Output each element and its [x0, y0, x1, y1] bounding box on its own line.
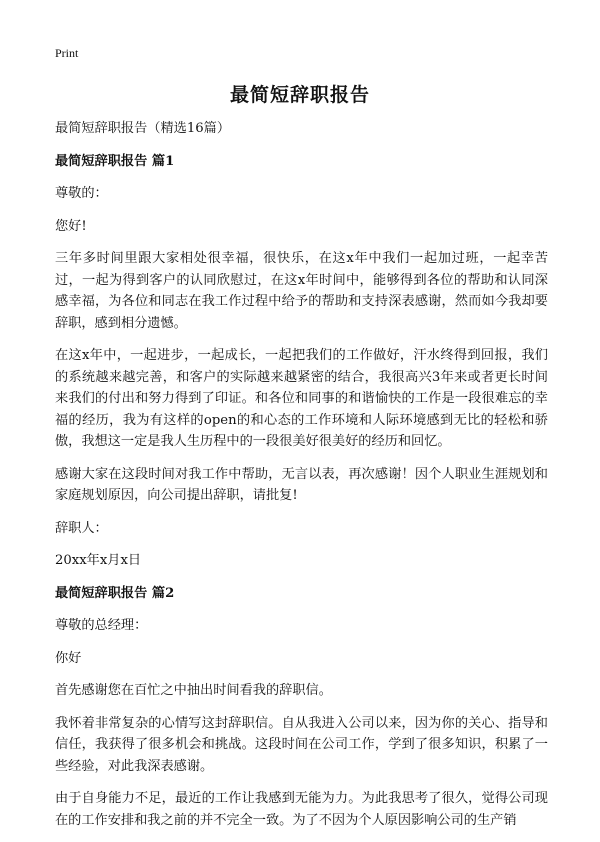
- section-1: [55, 151, 548, 572]
- signature-label: 辞职人：: [55, 520, 108, 536]
- page-title: 最简短辞职报告: [229, 84, 370, 106]
- body-paragraph: 我怀着非常复杂的心情写这封辞职信。自从我进入公司以来，因为你的关心、指导和信任，我获得了很多机会和挑战。这段时间在公司工作，学到了很多知识，积累了一些经验，对此我深表感谢。: [55, 715, 548, 774]
- section-heading: 最简短辞职报告 篇1: [55, 153, 175, 169]
- print-label: Print: [55, 46, 79, 60]
- body-paragraph: 在这x年中，一起进步，一起成长，一起把我们的工作做好，汗水终得到回报，我们的系统越来越完善，和客户的实际越来越紧密的结合，我很高兴3年来或者更长时间来我们的付出和努力得到了印证。和各位和同事的和谐愉快的工作是一段很难忘的幸福的经历，我为有这样的open的和心态的工作环境和人际环境感到无比的轻松和骄傲，我想这一定是我人生历程中的一段很美好很美好的经历和回忆。: [55, 348, 548, 449]
- greeting: 你好: [55, 650, 82, 666]
- document-body: [55, 118, 548, 842]
- body-paragraph: 感谢大家在这段时间对我工作中帮助，无言以表，再次感谢！因个人职业生涯规划和家庭规划原因，向公司提出辞职，请批复!: [55, 466, 548, 503]
- salutation: 尊敬的：: [55, 186, 108, 201]
- signature-date: 20xx年x月x日: [55, 553, 142, 568]
- greeting: 您好!: [55, 218, 87, 234]
- body-paragraph: 三年多时间里跟大家相处很幸福，很快乐，在这x年中我们一起加过班，一起幸苦过，一起为得到客户的认同欣慰过，在这x年时间中，能够得到各位的帮助和认同深感幸福，为各位和同志在我工作过程中给予的帮助和支持深表感谢，然而如今我却要辞职，感到相分遗憾。: [55, 251, 548, 331]
- salutation: 尊敬的总经理：: [55, 618, 148, 633]
- body-paragraph: 由于自身能力不足，最近的工作让我感到无能为力。为此我思考了很久，觉得公司现在的工作安排和我之前的并不完全一致。为了不因为个人原因影响公司的生产销: [55, 791, 548, 828]
- section-heading: 最简短辞职报告 篇2: [55, 585, 175, 601]
- section-2: [55, 583, 548, 832]
- body-paragraph: 首先感谢您在百忙之中抽出时间看我的辞职信。: [55, 683, 332, 698]
- document-subtitle: 最简短辞职报告（精选16篇）: [55, 121, 231, 136]
